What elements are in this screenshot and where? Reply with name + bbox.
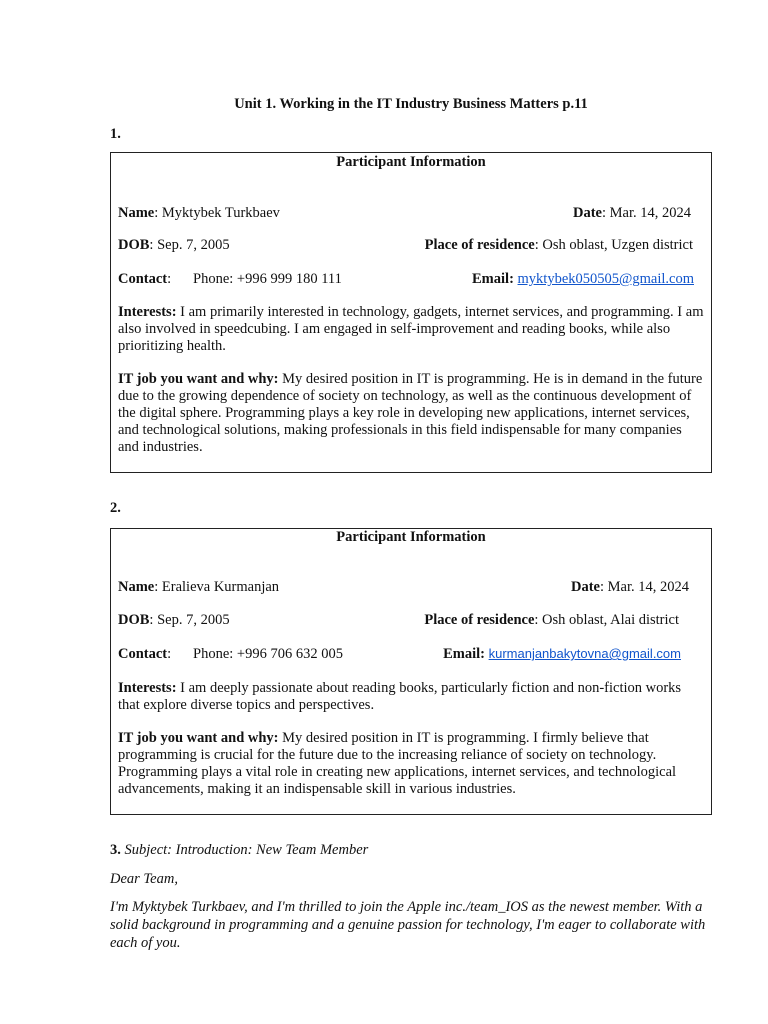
email-link[interactable]: myktybek050505@gmail.com <box>517 271 694 287</box>
name-value: : Eralieva Kurmanjan <box>154 579 280 595</box>
residence-row <box>424 612 679 629</box>
letter-subject: Subject: Introduction: New Team Member <box>124 842 369 858</box>
interests-paragraph <box>118 304 706 355</box>
job-label: IT job you want and why: <box>118 371 279 387</box>
date-row <box>573 205 691 222</box>
section-1-number: 1. <box>110 126 121 142</box>
residence-value: : Osh oblast, Alai district <box>534 612 679 628</box>
contact-row <box>118 271 171 288</box>
dob-row <box>118 237 230 254</box>
name-label: Name <box>118 579 155 595</box>
section-3-heading <box>110 842 368 859</box>
letter-greeting: Dear Team, <box>110 871 178 887</box>
contact-colon: : <box>167 271 172 287</box>
name-row <box>118 579 279 596</box>
document-title: Unit 1. Working in the IT Industry Business Matters p.11 <box>234 96 588 112</box>
interests-text: I am deeply passionate about reading books, particularly fiction and non-fiction works that explore diverse topics and perspectives. <box>118 680 682 713</box>
contact-colon: : <box>167 646 172 662</box>
date-value: : Mar. 14, 2024 <box>599 579 689 595</box>
residence-value: : Osh oblast, Uzgen district <box>534 237 693 253</box>
phone-value: Phone: +996 999 180 111 <box>193 271 342 287</box>
dob-value: : Sep. 7, 2005 <box>149 237 230 253</box>
residence-label: Place of residence <box>424 237 535 253</box>
email-row <box>443 646 681 663</box>
email-label: Email: <box>443 646 485 662</box>
box-title: Participant Information <box>336 154 486 170</box>
job-label: IT job you want and why: <box>118 730 279 746</box>
interests-label: Interests: <box>118 680 177 696</box>
date-value: : Mar. 14, 2024 <box>601 205 691 221</box>
section-2-number: 2. <box>110 500 121 516</box>
section-3-number: 3. <box>110 842 121 858</box>
residence-label: Place of residence <box>424 612 535 628</box>
job-paragraph <box>118 371 706 456</box>
dob-value: : Sep. 7, 2005 <box>149 612 230 628</box>
job-text: My desired position in IT is programming. I firmly believe that programming is crucial for the future due to the increasing reliance of society on technology. Programming plays a vital role in creating new applications, internet services, and technological advancements, making it an indispensable skill in various industries. <box>118 730 677 797</box>
name-value: : Myktybek Turkbaev <box>154 205 280 221</box>
date-row <box>571 579 689 596</box>
date-label: Date <box>570 579 600 595</box>
dob-label: DOB <box>118 237 150 253</box>
email-link[interactable]: kurmanjanbakytovna@gmail.com <box>488 646 681 661</box>
dob-row <box>118 612 230 629</box>
email-row <box>472 271 694 288</box>
contact-label: Contact <box>118 646 168 662</box>
phone-value: Phone: +996 706 632 005 <box>193 646 343 662</box>
participant-info-box-2 <box>110 528 712 815</box>
contact-label: Contact <box>118 271 168 287</box>
interests-label: Interests: <box>118 304 177 320</box>
interests-text: I am primarily interested in technology, gadgets, internet services, and programming. I am also involved in speedcubing. I am engaged in self-improvement and reading books, while also prioritizing health. <box>118 304 704 354</box>
dob-label: DOB <box>118 612 150 628</box>
box-title: Participant Information <box>336 529 486 545</box>
name-label: Name <box>118 205 155 221</box>
interests-paragraph <box>118 680 706 714</box>
job-text: My desired position in IT is programming. He is in demand in the future due to the growing dependence of society on technology, as well as the continuous development of the digital sphere. Programming plays a key role in developing new applications, internet services, and technological solutions, making professionals in this field indispensable for many companies and industries. <box>118 371 703 455</box>
job-paragraph <box>118 730 706 798</box>
residence-row <box>425 237 693 254</box>
contact-row <box>118 646 171 663</box>
letter-body: I'm Myktybek Turkbaev, and I'm thrilled to join the Apple inc./team_IOS as the newest member. With a solid background in programming and a genuine passion for technology, I'm eager to collaborate with each of you. <box>110 899 706 951</box>
email-label: Email: <box>472 271 514 287</box>
name-row <box>118 205 280 222</box>
date-label: Date <box>572 205 602 221</box>
participant-info-box-1 <box>110 152 712 473</box>
